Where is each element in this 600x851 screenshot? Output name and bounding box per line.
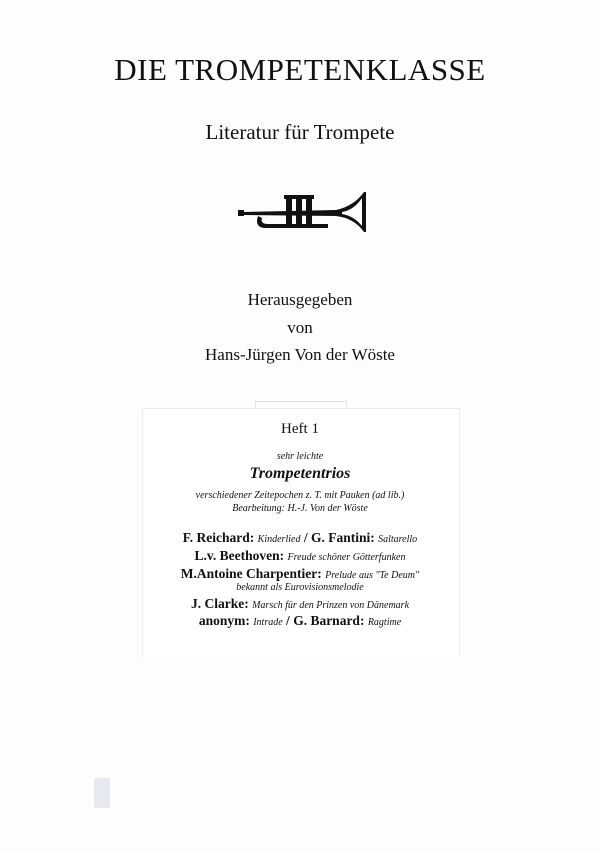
piece: Freude schöner Götterfunken [287, 552, 406, 563]
composer: G. Fantini: [310, 530, 375, 545]
composer: anonym: [198, 613, 250, 628]
composer: J. Clarke: [190, 596, 249, 611]
composer: F. Reichard: [182, 530, 255, 545]
entry-clarke [142, 596, 458, 612]
piece: Kinderlied [257, 534, 301, 545]
piece: Prelude aus "Te Deum" [325, 570, 420, 581]
difficulty: sehr leichte [276, 451, 324, 462]
piece: Marsch für den Prinzen von Dänemark [252, 600, 410, 611]
composer: G. Barnard: [293, 613, 365, 628]
entry-reichard-fantini [142, 530, 458, 546]
heft-number: Heft 1 [281, 421, 319, 437]
entry-anonym-barnard [142, 613, 458, 629]
entry-note: bekannt als Eurovisionsmelodie [236, 582, 364, 593]
entry-beethoven [142, 548, 458, 564]
separator: / [282, 613, 294, 628]
page-title: DIE TROMPETENKLASSE [114, 52, 486, 87]
description-line-2: Bearbeitung: H.-J. Von der Wöste [232, 503, 368, 514]
description-line-1: verschiedener Zeitepochen z. T. mit Pauken (ad lib.) [195, 490, 405, 501]
genre-title: Trompetentrios [249, 465, 351, 482]
editor-von: von [287, 318, 313, 337]
separator: / [300, 530, 311, 545]
entry-charpentier [142, 566, 458, 582]
scan-marker [94, 778, 110, 808]
piece: Saltarello [378, 534, 418, 545]
composer: L.v. Beethoven: [194, 548, 285, 563]
piece: Intrade [253, 617, 283, 628]
composer: M.Antoine Charpentier: [180, 566, 322, 581]
piece: Ragtime [367, 617, 402, 628]
editor-label: Herausgegeben [247, 290, 353, 309]
editor-name: Hans-Jürgen Von der Wöste [205, 345, 395, 364]
trumpet-icon [236, 188, 368, 236]
page-subtitle: Literatur für Trompete [205, 120, 395, 144]
